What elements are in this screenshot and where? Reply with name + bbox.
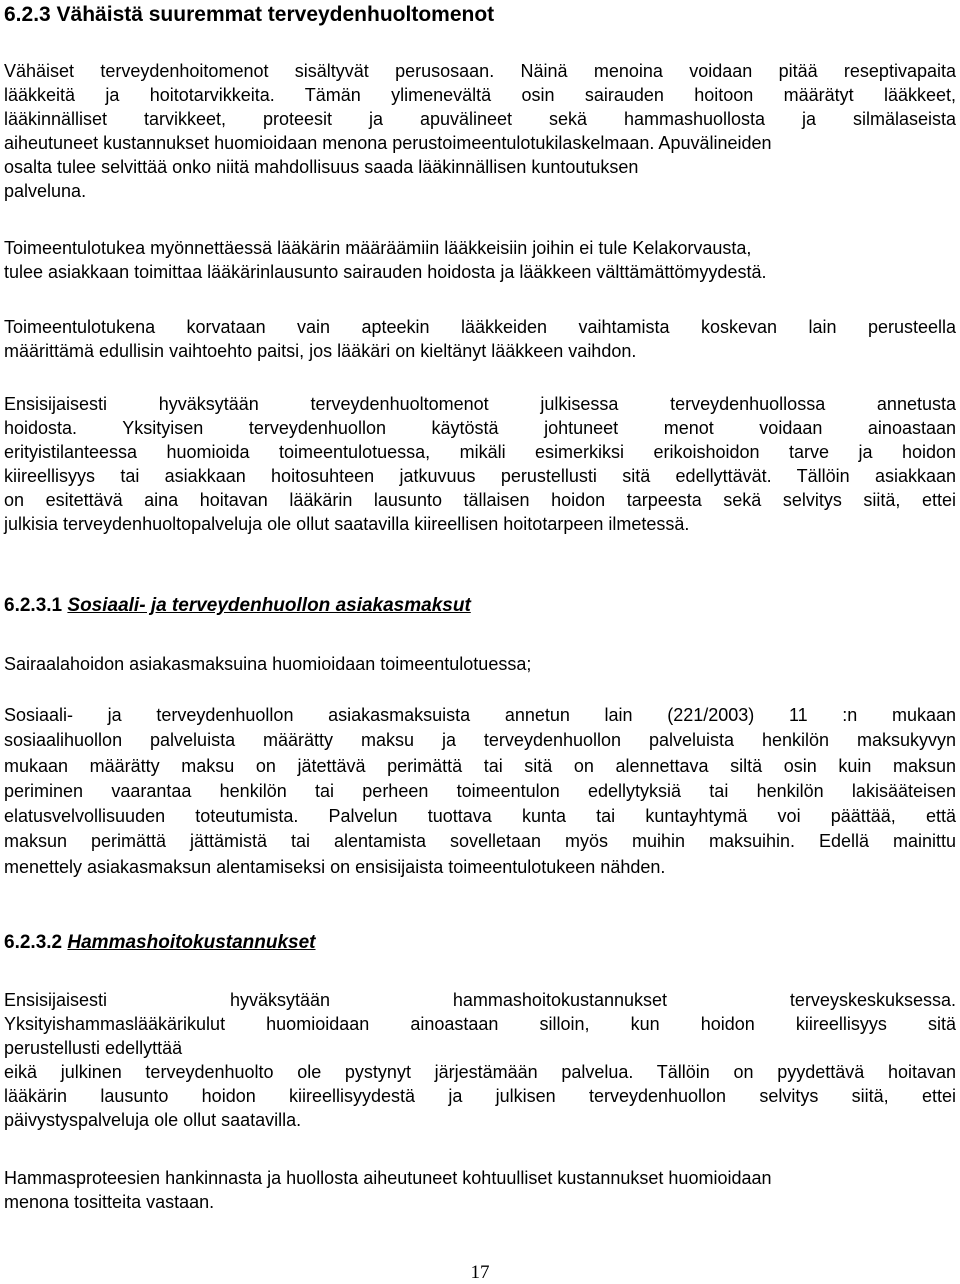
text-line: menona tositteita vastaan. — [4, 1192, 215, 1212]
text-line: eikä julkinen terveydenhuolto ole pystynyt järjestämään palvelua. Tällöin on pyydettävä hoitavan — [4, 1062, 956, 1082]
text-line: menettely asiakasmaksun alentamiseksi on ensisijaista toimeentulotukeen nähden. — [4, 856, 666, 877]
text-line: on esitettävä aina hoitavan lääkärin lausunto tällaisen hoidon tarpeesta sekä selvitys siitä, ettei — [4, 490, 956, 510]
text-line: sosiaalihuollon palveluista määrätty maksu ja terveydenhuollon palveluista henkilön maksukyvyn — [4, 730, 956, 751]
paragraph-hospital-fees — [4, 652, 956, 676]
paragraph-generic-substitution — [4, 315, 956, 363]
text-line: päivystyspalveluja ole ollut saatavilla. — [4, 1110, 302, 1130]
text-line: palveluna. — [4, 181, 87, 201]
text-line: Hammasproteesien hankinnasta ja huollosta aiheutuneet kohtuulliset kustannukset huomioidaan — [4, 1168, 772, 1188]
text-line: osalta tulee selvittää onko niitä mahdollisuus saada lääkinnällisen kuntoutuksen — [4, 157, 639, 177]
subsection-number: 6.2.3.1 — [4, 595, 63, 616]
text-line: Sairaalahoidon asiakasmaksuina huomioidaan toimeentulotuessa; — [4, 654, 532, 674]
text-line: määrittämä edullisin vaihtoehto paitsi, jos lääkäri on kieltänyt lääkkeen vaihdon. — [4, 341, 637, 361]
subsection-heading-client-fees — [4, 594, 471, 618]
subsection-heading-dental-costs — [4, 931, 316, 955]
text-line: kiireellisyys tai asiakkaan hoitosuhteen jatkuvuus perustellusti sitä edellyttävät. Tällöin asiakkaan — [4, 466, 956, 486]
text-line: lääkkeitä ja hoitotarvikkeita. Tämän ylimenevältä osin sairauden hoitoon määrätyt lääkkeet, — [4, 85, 956, 105]
text-line: aiheutuneet kustannukset huomioidaan menona perustoimeentulotukilaskelmaan. Apuvälineiden — [4, 133, 772, 153]
paragraph-public-healthcare — [4, 392, 956, 536]
paragraph-dentures — [4, 1166, 956, 1214]
text-line: tulee asiakkaan toimittaa lääkärinlausunto sairauden hoidosta ja lääkkeen välttämättömyydestä. — [4, 262, 767, 282]
subsection-title: Sosiaali- ja terveydenhuollon asiakasmaksut — [67, 595, 471, 616]
paragraph-fee-reduction — [4, 703, 956, 880]
text-line: elatusvelvollisuuden toteutumista. Palvelun tuottava kunta tai kuntayhtymä voi päättää, että — [4, 806, 956, 827]
text-line: mukaan määrätty maksu on jätettävä perimättä tai sitä on alennettava siltä osin kuin maksun — [4, 755, 956, 776]
page-number: 17 — [470, 1262, 490, 1283]
subsection-title: Hammashoitokustannukset — [67, 932, 316, 953]
text-line: maksun perimättä jättämistä tai alentamista sovelletaan myös muihin maksuihin. Edellä mainittu — [4, 831, 956, 852]
text-line: hoidosta. Yksityisen terveydenhuollon käytöstä johtuneet menot voidaan ainoastaan — [4, 418, 956, 438]
text-line: Sosiaali- ja terveydenhuollon asiakasmaksuista annetun lain (221/2003) 11 :n mukaan — [4, 705, 956, 725]
text-line: perustellusti edellyttää — [4, 1038, 183, 1058]
text-line: lääkinnälliset tarvikkeet, proteesit ja apuvälineet sekä hammashuollosta ja silmälaseista — [4, 109, 956, 129]
text-line: julkisia terveydenhuoltopalveluja ole ollut saatavilla kiireellisen hoitotarpeen ilmetessä. — [4, 514, 690, 534]
section-heading: 6.2.3 Vähäistä suuremmat terveydenhuoltomenot — [4, 3, 495, 26]
text-line: Yksityishammaslääkärikulut huomioidaan ainoastaan silloin, kun hoidon kiireellisyys sitä — [4, 1014, 956, 1034]
text-line: Toimeentulotukea myönnettäessä lääkärin määräämiin lääkkeisiin joihin ei tule Kelakorvausta, — [4, 238, 752, 258]
text-line: Ensisijaisesti hyväksytään terveydenhuoltomenot julkisessa terveydenhuollossa annetusta — [4, 394, 956, 414]
text-line: erityistilanteessa huomioida toimeentulotuessa, mikäli esimerkiksi erikoishoidon tarve ja hoidon — [4, 442, 956, 462]
text-line: Vähäiset terveydenhoitomenot sisältyvät perusosaan. Näinä menoina voidaan pitää reseptivapaita — [4, 61, 956, 81]
text-line: periminen vaarantaa henkilön tai perheen toimeentulon edellytyksiä tai henkilön lakisääteisen — [4, 780, 956, 801]
subsection-number: 6.2.3.2 — [4, 932, 63, 953]
text-line: lääkärin lausunto hoidon kiireellisyydestä ja julkisen terveydenhuollon selvitys siitä, ettei — [4, 1086, 956, 1106]
paragraph-prescription-medicines — [4, 236, 956, 284]
text-line: Toimeentulotukena korvataan vain apteekin lääkkeiden vaihtamista koskevan lain perusteella — [4, 317, 956, 337]
paragraph-minor-health-costs — [4, 59, 956, 203]
text-line: Ensisijaisesti hyväksytään hammashoitokustannukset terveyskeskuksessa. — [4, 990, 956, 1010]
paragraph-dental-costs — [4, 988, 956, 1132]
